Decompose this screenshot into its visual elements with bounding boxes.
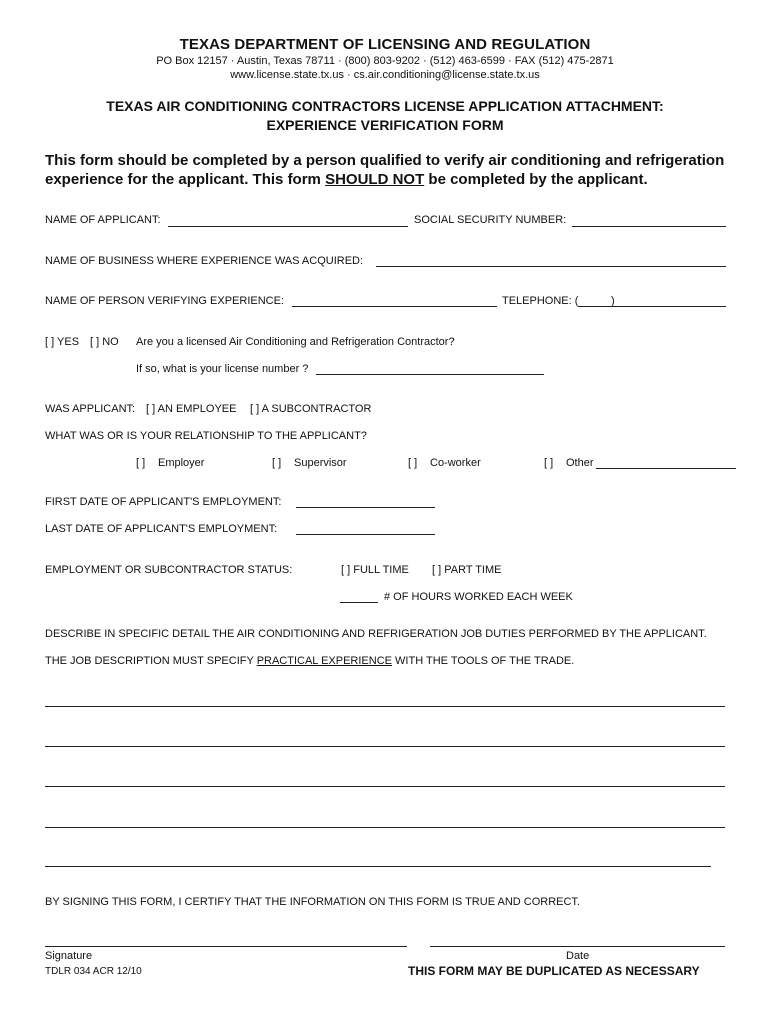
date-label: Date bbox=[566, 950, 590, 962]
other-label: Other bbox=[566, 457, 594, 469]
hours-label: # OF HOURS WORKED EACH WEEK bbox=[384, 591, 573, 603]
practical-experience-emphasis: PRACTICAL EXPERIENCE bbox=[256, 655, 392, 667]
form-id: TDLR 034 ACR 12/10 bbox=[45, 966, 142, 977]
other-checkbox[interactable]: [ ] bbox=[544, 457, 554, 469]
description-requirement-pre: THE JOB DESCRIPTION MUST SPECIFY bbox=[45, 655, 257, 667]
intro-line1: This form should be completed by a person qualified to verify air conditioning and refrigeration bbox=[45, 152, 725, 169]
form-title-line2: EXPERIENCE VERIFICATION FORM bbox=[266, 117, 504, 133]
description-instruction: DESCRIBE IN SPECIFIC DETAIL THE AIR CONDITIONING AND REFRIGERATION JOB DUTIES PERFORMED BY THE APPLICANT. bbox=[45, 628, 707, 640]
first-date-field[interactable] bbox=[296, 507, 435, 508]
relationship-question: WHAT WAS OR IS YOUR RELATIONSHIP TO THE APPLICANT? bbox=[45, 430, 367, 442]
coworker-checkbox[interactable]: [ ] bbox=[408, 457, 418, 469]
signature-field[interactable] bbox=[45, 946, 407, 947]
telephone-field[interactable] bbox=[578, 306, 726, 307]
intro-line2-post: be completed by the applicant. bbox=[424, 171, 648, 188]
coworker-label: Co-worker bbox=[430, 457, 481, 469]
supervisor-checkbox[interactable]: [ ] bbox=[272, 457, 282, 469]
description-line-2[interactable] bbox=[45, 746, 725, 747]
applicant-name-label: NAME OF APPLICANT: bbox=[45, 214, 161, 226]
employer-checkbox[interactable]: [ ] bbox=[136, 457, 146, 469]
subcontractor-checkbox[interactable]: [ ] A SUBCONTRACTOR bbox=[250, 403, 372, 415]
part-time-checkbox[interactable]: [ ] PART TIME bbox=[432, 564, 502, 576]
telephone-label: TELEPHONE: ( bbox=[502, 295, 579, 307]
certification-statement: BY SIGNING THIS FORM, I CERTIFY THAT THE INFORMATION ON THIS FORM IS TRUE AND CORRECT. bbox=[45, 896, 580, 908]
license-no-checkbox[interactable]: [ ] NO bbox=[90, 336, 119, 348]
business-name-field[interactable] bbox=[376, 266, 726, 267]
employee-checkbox[interactable]: [ ] AN EMPLOYEE bbox=[146, 403, 237, 415]
first-date-label: FIRST DATE OF APPLICANT'S EMPLOYMENT: bbox=[45, 496, 282, 508]
supervisor-label: Supervisor bbox=[294, 457, 347, 469]
license-question: Are you a licensed Air Conditioning and Refrigeration Contractor? bbox=[136, 336, 455, 348]
telephone-close-paren: ) bbox=[611, 295, 615, 307]
hours-field[interactable] bbox=[340, 602, 378, 603]
employer-label: Employer bbox=[158, 457, 205, 469]
business-name-label: NAME OF BUSINESS WHERE EXPERIENCE WAS ACQUIRED: bbox=[45, 255, 364, 267]
agency-web: www.license.state.tx.us · cs.air.conditioning@license.state.tx.us bbox=[230, 69, 540, 81]
form-title-line1: TEXAS AIR CONDITIONING CONTRACTORS LICENSE APPLICATION ATTACHMENT: bbox=[106, 98, 664, 114]
last-date-label: LAST DATE OF APPLICANT'S EMPLOYMENT: bbox=[45, 523, 278, 535]
description-line-4[interactable] bbox=[45, 827, 725, 828]
signature-label: Signature bbox=[45, 950, 93, 962]
ssn-label: SOCIAL SECURITY NUMBER: bbox=[414, 214, 567, 226]
duplication-note: THIS FORM MAY BE DUPLICATED AS NECESSARY bbox=[408, 964, 700, 978]
intro-line2-pre: experience for the applicant. This form bbox=[45, 171, 326, 188]
agency-title: TEXAS DEPARTMENT OF LICENSING AND REGULATION bbox=[179, 36, 591, 53]
status-label: EMPLOYMENT OR SUBCONTRACTOR STATUS: bbox=[45, 564, 293, 576]
description-line-3[interactable] bbox=[45, 786, 725, 787]
license-yes-checkbox[interactable]: [ ] YES bbox=[45, 336, 80, 348]
description-line-1[interactable] bbox=[45, 706, 725, 707]
agency-address: PO Box 12157 · Austin, Texas 78711 · (800) 803-9202 · (512) 463-6599 · FAX (512) 475-2871 bbox=[156, 55, 614, 67]
applicant-type-label: WAS APPLICANT: bbox=[45, 403, 136, 415]
applicant-name-field[interactable] bbox=[168, 226, 408, 227]
other-field[interactable] bbox=[596, 468, 736, 469]
ssn-field[interactable] bbox=[572, 226, 726, 227]
intro-emphasis: SHOULD NOT bbox=[325, 171, 425, 188]
intro-line2 bbox=[45, 170, 648, 190]
verifier-name-field[interactable] bbox=[292, 306, 497, 307]
verifier-name-label: NAME OF PERSON VERIFYING EXPERIENCE: bbox=[45, 295, 284, 307]
full-time-checkbox[interactable]: [ ] FULL TIME bbox=[341, 564, 409, 576]
last-date-field[interactable] bbox=[296, 534, 435, 535]
description-line-5[interactable] bbox=[45, 866, 711, 867]
description-requirement bbox=[45, 655, 574, 667]
license-number-label: If so, what is your license number ? bbox=[136, 363, 309, 375]
date-field[interactable] bbox=[430, 946, 725, 947]
description-requirement-post: WITH THE TOOLS OF THE TRADE. bbox=[391, 655, 575, 667]
license-number-field[interactable] bbox=[316, 374, 544, 375]
